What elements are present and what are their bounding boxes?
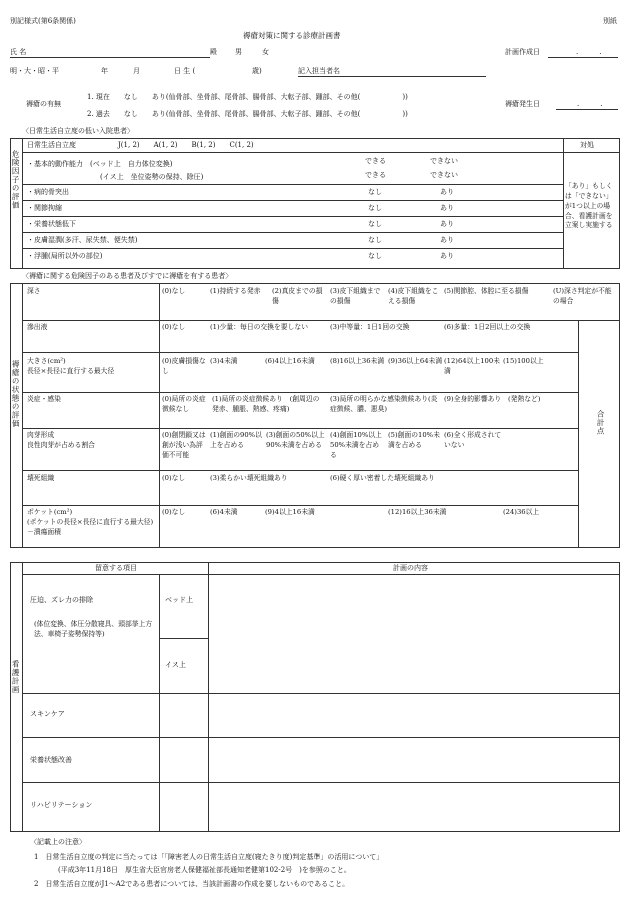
total-score-label: 合計点 (596, 410, 606, 436)
depth-opt-4[interactable]: (4)皮下組織をこえる損傷 (388, 287, 439, 305)
name-underline (10, 57, 210, 58)
depth-opt-u[interactable]: (U)深さ判定が不能の場合 (553, 287, 612, 305)
era-options[interactable]: 明・大・昭・平 (10, 67, 59, 75)
inflammation-opt-9[interactable]: (9)全身的影響あり (発熱など) (444, 395, 541, 403)
onset-date-label: 褥瘡発生日 (505, 100, 540, 108)
edema-present[interactable]: あり (440, 252, 454, 260)
page-title: 褥瘡対策に関する診療計画書 (243, 31, 341, 40)
inflammation-opt-3[interactable]: (3)局所の明らかな感染徴候あり(炎症徴候、膿、悪臭) (330, 395, 438, 413)
size-opt-9[interactable]: (9)36以上64未満 (388, 357, 443, 365)
size-opt-15[interactable]: (15)100以上 (503, 357, 544, 365)
pressure-sub-label: (体位変換、体圧分散寝具、頭部挙上方法、車椅子姿勢保持等) (34, 620, 153, 638)
risk-item-moisture: ・皮膚湿潤(多汗、尿失禁、便失禁) (27, 236, 138, 244)
depth-opt-2[interactable]: (2)真皮までの損傷 (272, 287, 323, 305)
age-label: 歳) (252, 67, 262, 75)
exudate-opt-0[interactable]: (0)なし (162, 323, 186, 331)
exudate-opt-3[interactable]: (3)中等量：1日1回の交換 (330, 323, 410, 331)
risk-item-bone: ・病的骨突出 (27, 188, 69, 196)
birth-year-label: 年 (101, 67, 108, 75)
action-header: 対処 (580, 141, 594, 149)
writer-label: 記入担当者名 (298, 67, 486, 77)
onset-date-value: . . (556, 100, 618, 110)
risk-table (10, 138, 620, 269)
basic-motion-label: ・基本的動作能力 (ベッド上 自力体位変換) (27, 160, 173, 168)
depth-label: 深さ (27, 287, 41, 295)
granulation-opt-1[interactable]: (1)創面の90%以上を占める (210, 431, 262, 449)
necrosis-label: 壊死組織 (27, 474, 55, 482)
depth-opt-1[interactable]: (1)持続する発赤 (210, 287, 261, 295)
note-2: 2 日常生活自立度がJ1～A2である患者については、当該計画書の作成を要しないものであること。 (34, 880, 350, 888)
size-opt-12[interactable]: (12)64以上100未満 (444, 357, 500, 375)
granulation-opt-3[interactable]: (3)創面の50%以上90%未満を占める (266, 431, 325, 449)
presence-past-row[interactable]: 2. 過去 なし あり(仙骨部、坐骨部、尾骨部、腸骨部、大転子部、踵部、その他( )) (87, 110, 408, 118)
female-option[interactable]: 女 (262, 48, 269, 56)
size-opt-8[interactable]: (8)16以上36未満 (330, 357, 385, 365)
risk-side-label: 危険因子の評価 (11, 150, 21, 210)
risk-caption: 〈日常生活自立度の低い入院患者〉 (22, 127, 134, 135)
status-side-label: 褥瘡の状態の評価 (11, 360, 21, 428)
pressure-plan-input[interactable] (210, 576, 619, 692)
status-caption: 〈褥瘡に関する危険因子のある患者及びすでに褥瘡を有する患者〉 (22, 272, 233, 280)
contracture-none[interactable]: なし (368, 204, 382, 212)
necrosis-opt-3[interactable]: (3)柔らかい壊死組織あり (210, 474, 288, 482)
presence-current-row[interactable]: 1. 現在 なし あり(仙骨部、坐骨部、尾骨部、腸骨部、大転子部、踵部、その他( )) (87, 93, 408, 101)
care-plan-side-label: 看護計画 (11, 660, 21, 694)
nutrition-none[interactable]: なし (368, 220, 382, 228)
granulation-opt-4[interactable]: (4)創面10%以上50%未満を占める (330, 431, 382, 459)
plan-date-field[interactable] (548, 48, 618, 58)
size-opt-3[interactable]: (3)4未満 (210, 357, 238, 365)
exudate-opt-1[interactable]: (1)少量：毎日の交換を要しない (210, 323, 308, 331)
writer-field[interactable] (298, 67, 486, 77)
pocket-opt-0[interactable]: (0)なし (162, 508, 186, 516)
depth-opt-0[interactable]: (0)なし (162, 287, 186, 295)
chair-label: イス上 (165, 661, 186, 669)
skin-plan-input[interactable] (210, 695, 619, 736)
nutrition-plan-input[interactable] (210, 739, 619, 781)
form-number: 別記様式(第6条関係) (10, 17, 76, 25)
notes-title: 〈記載上の注意〉 (30, 838, 86, 846)
size-opt-6[interactable]: (6)4以上16未満 (265, 357, 315, 365)
attachment-label: 別紙 (603, 17, 617, 25)
inflammation-label: 炎症・感染 (27, 395, 61, 403)
granulation-opt-5[interactable]: (5)創面の10%未満を占める (388, 431, 440, 449)
granulation-opt-6[interactable]: (6)全く形成されていない (444, 431, 502, 449)
plan-item-header: 留意する項目 (95, 564, 137, 572)
bed-can-option[interactable]: できる (365, 157, 386, 165)
moisture-present[interactable]: あり (440, 236, 454, 244)
depth-opt-3[interactable]: (3)皮下組織までの損傷 (330, 287, 381, 305)
inflammation-opt-0[interactable]: (0)局所の炎症徴候なし (162, 395, 206, 413)
plan-date-value: . . (548, 48, 618, 58)
basic-motion-chair: (イス上 坐位姿勢の保持、除圧) (100, 173, 204, 181)
pocket-opt-6[interactable]: (6)4未満 (210, 508, 238, 516)
edema-none[interactable]: なし (368, 252, 382, 260)
moisture-none[interactable]: なし (368, 236, 382, 244)
pressure-ulcer-presence-label: 褥瘡の有無 (26, 100, 61, 108)
contracture-present[interactable]: あり (440, 204, 454, 212)
size-label: 大きさ(cm²) 長径×長径に直行する最大径 (27, 357, 115, 375)
plan-date-label: 計画作成日 (505, 48, 540, 56)
bone-present[interactable]: あり (440, 188, 454, 196)
plan-content-header: 計画の内容 (393, 564, 428, 572)
note-1-continued: (平成3年11月18日 厚生省大臣官房老人保健福祉部長通知老健第102-2号 )を参照のこと。 (58, 866, 351, 874)
bed-cannot-option[interactable]: できない (430, 157, 458, 165)
chair-cannot-option[interactable]: できない (430, 171, 458, 179)
pressure-label: 圧迫、ズレ力の排除 (30, 596, 93, 604)
chair-can-option[interactable]: できる (365, 171, 386, 179)
nutrition-present[interactable]: あり (440, 220, 454, 228)
depth-opt-5[interactable]: (5)関節腔、体腔に至る損傷 (444, 287, 529, 295)
exudate-opt-6[interactable]: (6)多量：1日2回以上の交換 (444, 323, 531, 331)
pocket-opt-12[interactable]: (12)16以上36未満 (388, 508, 447, 516)
note-1: 1 日常生活自立度の判定に当たっては「「障害老人の日常生活自立度(寝たきり度)判定基準」の活用について」 (34, 853, 384, 861)
adl-row[interactable]: 日常生活自立度 J(1, 2) A(1, 2) B(1, 2) C(1, 2) (27, 141, 254, 149)
risk-item-nutrition: ・栄養状態低下 (27, 220, 76, 228)
granulation-opt-0[interactable]: (0)創閉鎖又は創が浅い為評価不可能 (162, 431, 206, 459)
dono-label: 殿 (210, 48, 217, 56)
necrosis-opt-0[interactable]: (0)なし (162, 474, 186, 482)
exudate-label: 滲出液 (27, 323, 48, 331)
pocket-opt-24[interactable]: (24)36以上 (503, 508, 540, 516)
necrosis-opt-6[interactable]: (6)硬く厚い密着した壊死組織あり (330, 474, 435, 482)
pocket-label: ポケット(cm²) (ポケットの長径×長径に直行する最大径)－潰瘍面積 (27, 508, 154, 536)
name-label: 氏 名 (10, 48, 27, 56)
rehabilitation-label: リハビリテーション (30, 801, 93, 809)
granulation-label: 肉芽形成 良性肉芽が占める割合 (27, 431, 95, 449)
rehab-plan-input[interactable] (210, 784, 619, 831)
birth-month-label: 月 (133, 67, 140, 75)
bed-label: ベッド上 (165, 596, 193, 604)
inflammation-opt-1[interactable]: (1)局所の炎症徴候あり (創周辺の発赤、腫脹、熱感、疼痛) (212, 395, 320, 413)
risk-item-edema: ・浮腫(局所以外の部位) (27, 252, 103, 260)
pocket-opt-9[interactable]: (9)4以上16未満 (265, 508, 315, 516)
skin-care-label: スキンケア (30, 710, 65, 718)
birth-day-label: 日 生 ( (174, 67, 196, 75)
bone-none[interactable]: なし (368, 188, 382, 196)
size-opt-0[interactable]: (0)皮膚損傷なし (162, 357, 206, 375)
risk-item-contracture: ・関節拘縮 (27, 204, 62, 212)
male-option[interactable]: 男 (235, 48, 242, 56)
nutrition-improvement-label: 栄養状態改善 (30, 756, 72, 764)
action-text: 「あり」もしくは「できない」が1つ以上の場合、看護計画を立案し実施する (565, 182, 613, 230)
onset-date-field[interactable] (556, 100, 618, 110)
